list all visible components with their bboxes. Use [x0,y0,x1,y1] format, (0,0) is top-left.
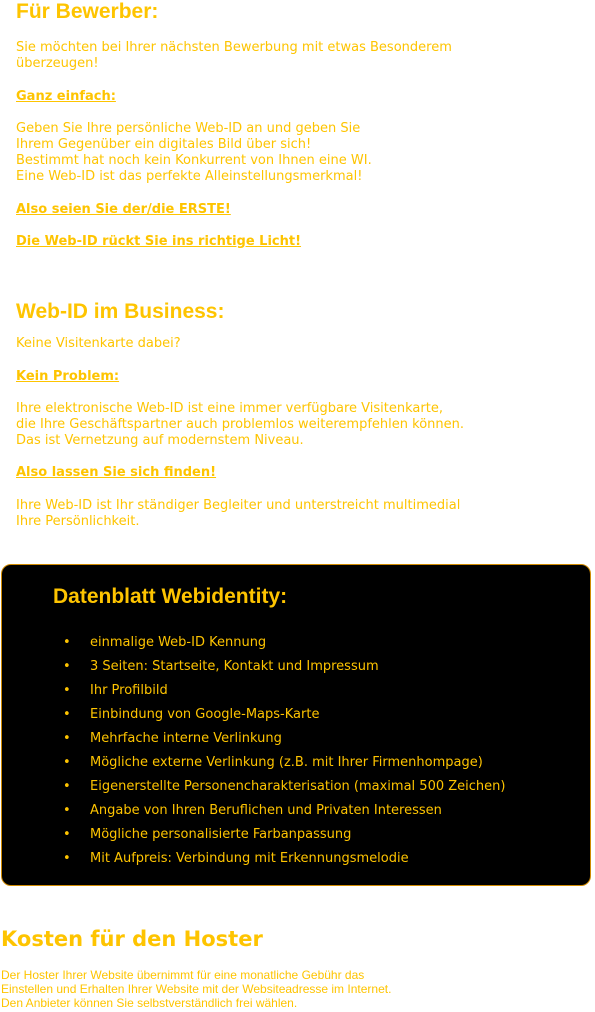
bewerber-call-erste: Also seien Sie der/die ERSTE! [16,202,231,217]
kosten-body-line: Der Hoster Ihrer Website übernimmt für eine monatliche Gebühr das [1,968,365,982]
bullet-icon: • [63,779,71,794]
datenblatt-item-text: Mögliche personalisierte Farbanpassung [90,827,352,842]
kosten-title: Kosten für den Hoster [1,927,263,951]
bewerber-title: Für Bewerber: [16,0,159,23]
business-subheading: Kein Problem: [16,369,120,384]
bewerber-subheading: Ganz einfach: [16,89,116,104]
datenblatt-item-text: Ihr Profilbild [90,683,168,698]
datenblatt-list-item [63,703,505,727]
business-body [16,401,464,449]
bewerber-intro [16,40,452,72]
datenblatt-list-item [63,727,505,751]
bullet-icon: • [63,827,71,842]
datenblatt-box [1,564,591,886]
datenblatt-list-item [63,799,505,823]
datenblatt-list-item [63,631,505,655]
datenblatt-item-text: Mehrfache interne Verlinkung [90,731,282,746]
kosten-body [1,968,391,1010]
business-closing-line: Ihre Persönlichkeit. [16,514,140,529]
bullet-icon: • [63,707,71,722]
datenblatt-item-text: Eigenerstellte Personencharakterisation (maximal 500 Zeichen) [90,779,506,794]
datenblatt-list-item [63,679,505,703]
datenblatt-item-text: einmalige Web-ID Kennung [90,635,267,650]
datenblatt-list-item [63,655,505,679]
bewerber-intro-line: Sie möchten bei Ihrer nächsten Bewerbung mit etwas Besonderem [16,40,452,55]
business-body-line: Das ist Vernetzung auf modernstem Niveau. [16,433,304,448]
datenblatt-title: Datenblatt Webidentity: [53,585,288,608]
bewerber-body-line: Geben Sie Ihre persönliche Web-ID an und geben Sie [16,121,361,136]
datenblatt-list-item [63,847,505,871]
datenblatt-item-text: Angabe von Ihren Beruflichen und Privaten Interessen [90,803,442,818]
bewerber-body [16,121,372,185]
datenblatt-list-item [63,823,505,847]
bewerber-intro-line: überzeugen! [16,56,99,71]
business-intro: Keine Visitenkarte dabei? [16,336,181,351]
kosten-body-line: Einstellen und Erhalten Ihrer Website mit der Websiteadresse im Internet. [1,982,392,996]
bewerber-body-line: Bestimmt hat noch kein Konkurrent von Ihnen eine WI. [16,153,372,168]
business-closing [16,498,460,530]
bullet-icon: • [63,755,71,770]
business-body-line: die Ihre Geschäftspartner auch problemlos weiterempfehlen können. [16,417,465,432]
bullet-icon: • [63,659,71,674]
datenblatt-list-item [63,751,505,775]
bullet-icon: • [63,683,71,698]
bullet-icon: • [63,731,71,746]
bewerber-body-line: Ihrem Gegenüber ein digitales Bild über sich! [16,137,312,152]
bullet-icon: • [63,851,71,866]
kosten-body-line: Den Anbieter können Sie selbstverständlich frei wählen. [1,996,298,1010]
business-title: Web-ID im Business: [16,300,225,323]
bewerber-call-licht: Die Web-ID rückt Sie ins richtige Licht! [16,234,302,249]
datenblatt-list [63,631,505,871]
datenblatt-item-text: Mögliche externe Verlinkung (z.B. mit Ihrer Firmenhompage) [90,755,483,770]
business-call: Also lassen Sie sich finden! [16,465,217,480]
business-closing-line: Ihre Web-ID ist Ihr ständiger Begleiter und unterstreicht multimedial [16,498,461,513]
datenblatt-item-text: Mit Aufpreis: Verbindung mit Erkennungsmelodie [90,851,409,866]
datenblatt-item-text: 3 Seiten: Startseite, Kontakt und Impressum [90,659,379,674]
bewerber-body-line: Eine Web-ID ist das perfekte Alleinstellungsmerkmal! [16,169,363,184]
datenblatt-item-text: Einbindung von Google-Maps-Karte [90,707,320,722]
bullet-icon: • [63,635,71,650]
bullet-icon: • [63,803,71,818]
datenblatt-list-item [63,775,505,799]
business-body-line: Ihre elektronische Web-ID ist eine immer verfügbare Visitenkarte, [16,401,443,416]
